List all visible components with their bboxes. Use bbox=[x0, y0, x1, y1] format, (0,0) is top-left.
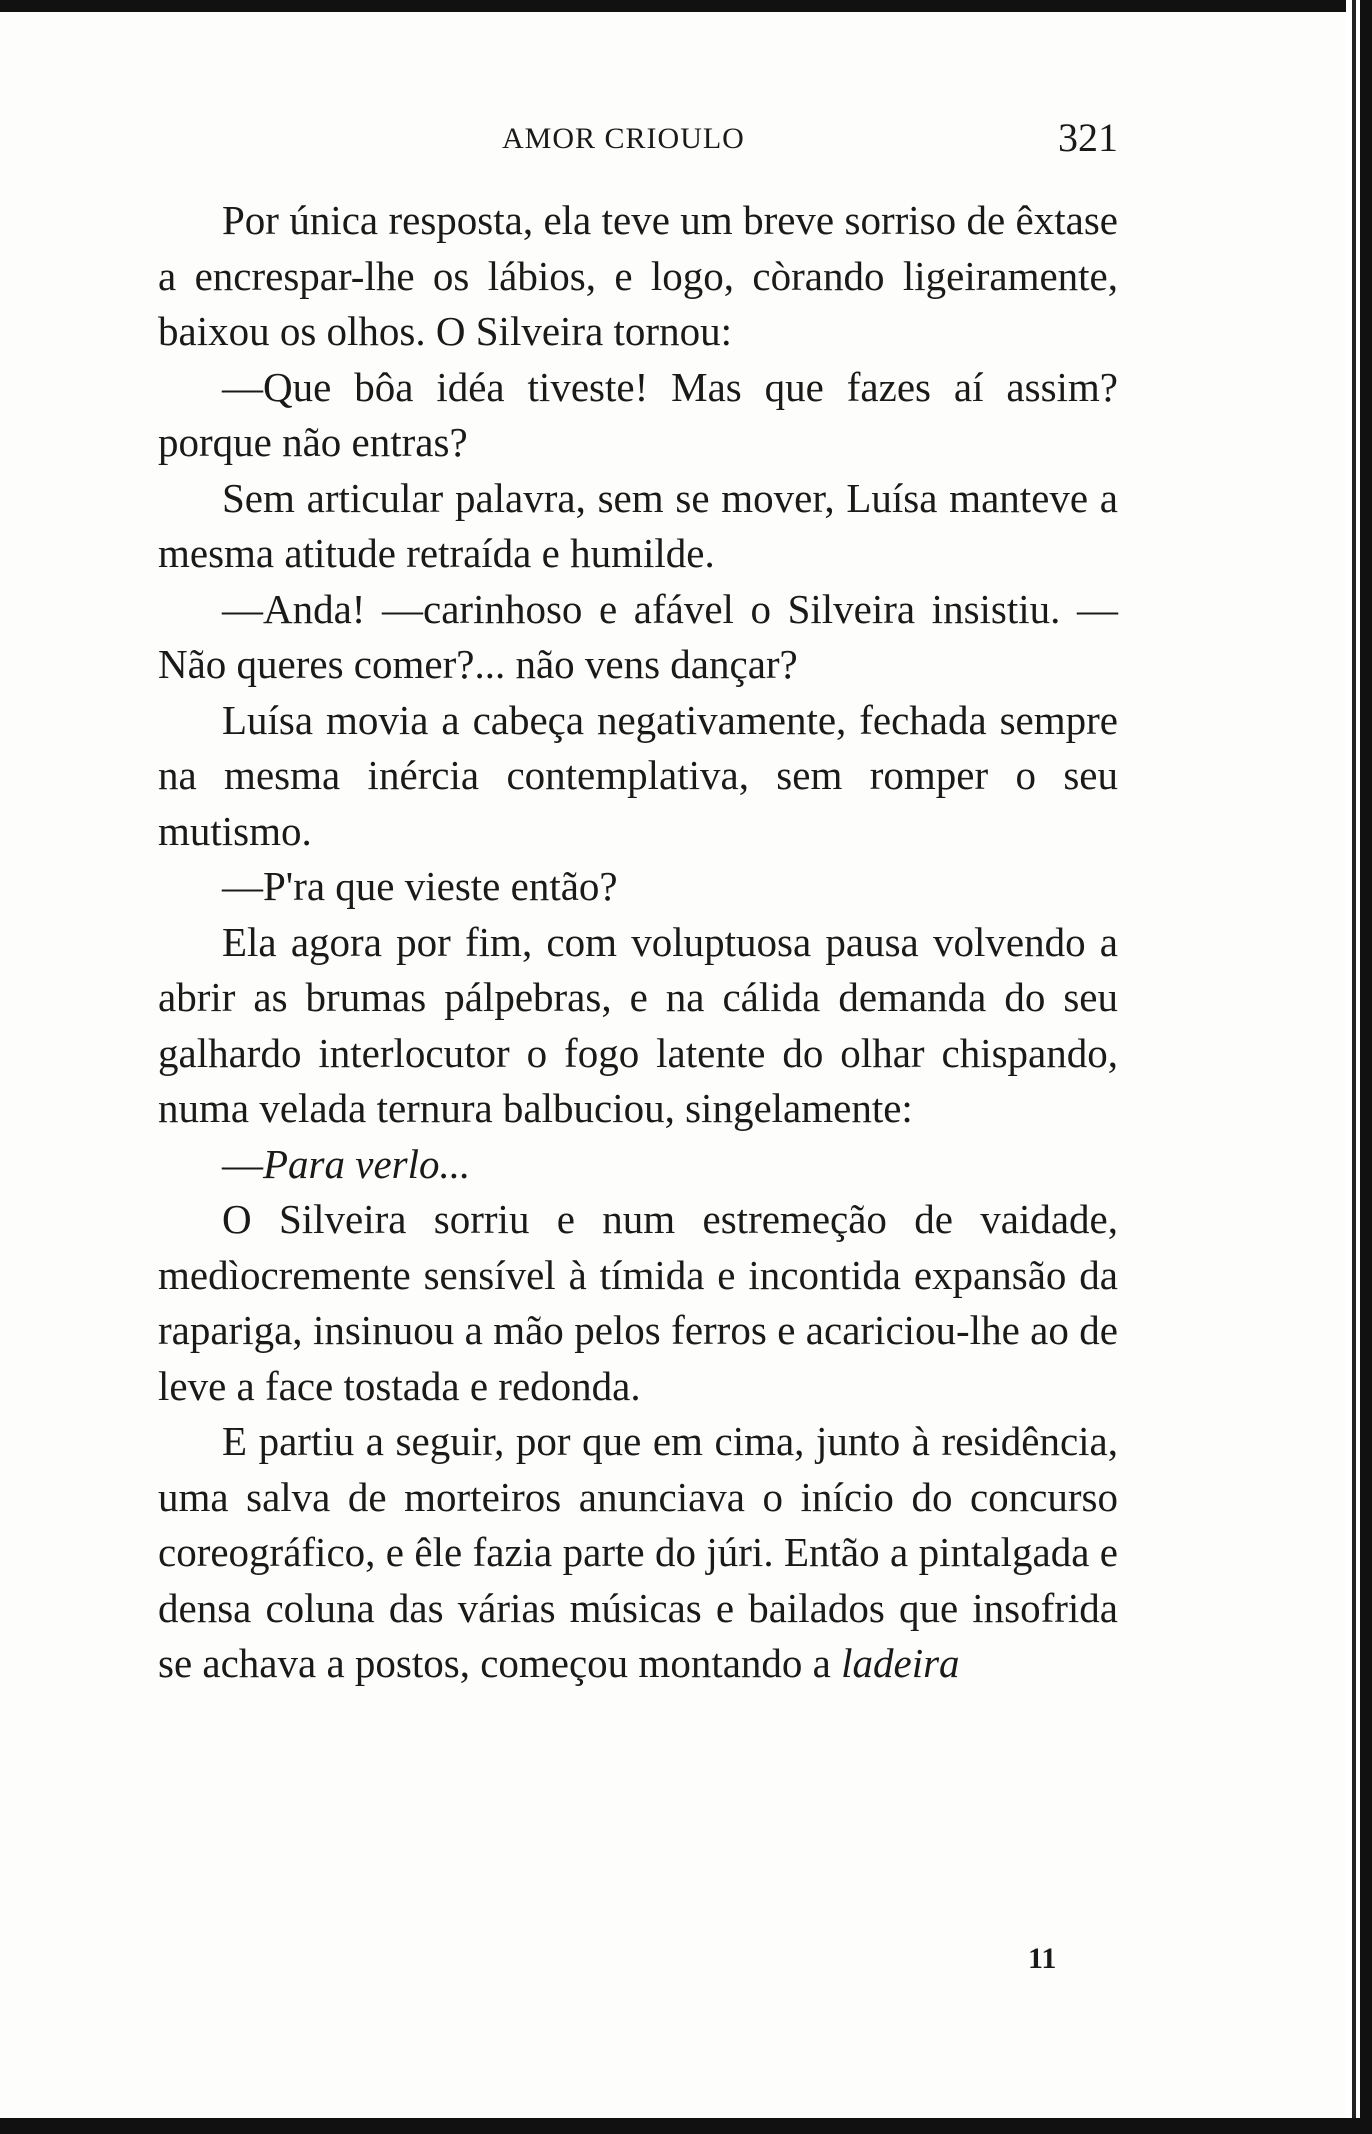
italic-text: Para verlo... bbox=[263, 1140, 471, 1187]
paragraph-final-text: E partiu a seguir, por que em cima, junto à residência, uma salva de morteiros anunciava o início do concurso coreográfico, e êle fazia parte do júri. Então a pintalgada e densa coluna das várias músicas e bailados que insofrida se achava a postos, começou montando a bbox=[158, 1418, 1118, 1686]
italic-dialogue-line bbox=[158, 1137, 1118, 1193]
dash: — bbox=[222, 1140, 263, 1187]
paragraph: —Que bôa idéa tiveste! Mas que fazes aí assim? porque não entras? bbox=[158, 363, 1118, 465]
paragraph-final bbox=[158, 1414, 1118, 1692]
bottom-border bbox=[0, 2118, 1372, 2134]
right-border bbox=[1346, 0, 1372, 2134]
top-border bbox=[0, 0, 1372, 12]
signature-mark: 11 bbox=[1028, 1942, 1057, 1975]
paragraph: —Anda! —carinhoso e afável o Silveira insistiu. —Não queres comer?... não vens dançar? bbox=[158, 585, 1118, 687]
running-title: AMOR CRIOULO bbox=[502, 122, 745, 155]
paragraph: Por única resposta, ela teve um breve sorriso de êxtase a encrespar-lhe os lábios, e logo, còrando ligeiramente, baixou os olhos. O Silveira tornou: bbox=[158, 197, 1118, 354]
body-text bbox=[158, 193, 1118, 1692]
page-number: 321 bbox=[1058, 115, 1118, 160]
paragraph: —P'ra que vieste então? bbox=[222, 863, 618, 909]
paragraph: Luísa movia a cabeça negativamente, fechada sempre na mesma inércia contemplativa, sem romper o seu mutismo. bbox=[158, 696, 1118, 854]
page-header bbox=[158, 115, 1118, 168]
final-italic-word: ladeira bbox=[841, 1640, 960, 1686]
paragraph: O Silveira sorriu e num estremeção de vaidade, medìocremente sensível à tímida e incontida expansão da rapariga, insinuou a mão pelos ferros e acariciou-lhe ao de leve a face tostada e redonda. bbox=[158, 1196, 1118, 1409]
paragraph: Sem articular palavra, sem se mover, Luísa manteve a mesma atitude retraída e humilde. bbox=[158, 474, 1118, 576]
paragraph: Ela agora por fim, com voluptuosa pausa volvendo a abrir as brumas pálpebras, e na cálida demanda do seu galhardo interlocutor o fogo latente do olhar chispando, numa velada ternura balbuciou, singelamente: bbox=[158, 918, 1118, 1131]
